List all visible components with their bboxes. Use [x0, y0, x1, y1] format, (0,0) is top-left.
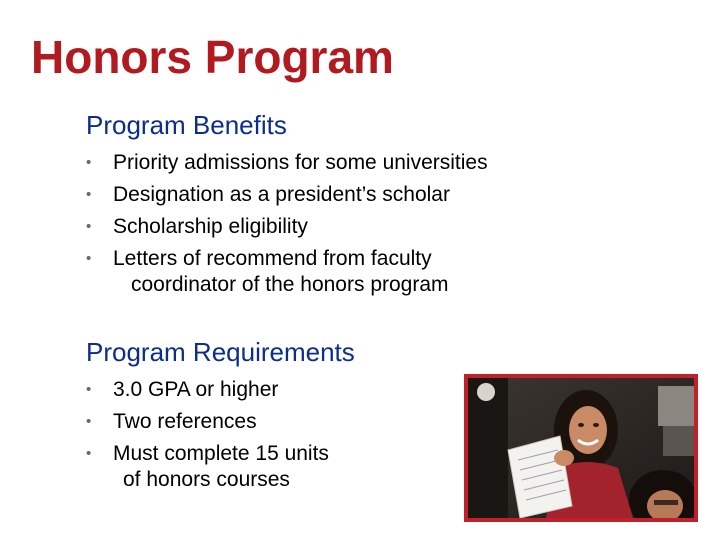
benefits-list	[86, 150, 488, 304]
list-item	[86, 409, 329, 435]
bullet-icon: •	[86, 250, 92, 267]
list-item-text: 3.0 GPA or higher	[113, 378, 279, 401]
list-item	[86, 441, 329, 493]
list-item-text: Two references	[113, 410, 257, 433]
list-item	[86, 377, 329, 403]
requirements-list	[86, 377, 329, 499]
list-item	[86, 246, 488, 298]
list-item-continuation: coordinator of the honors program	[131, 273, 449, 296]
list-item-text: Scholarship eligibility	[113, 215, 308, 238]
list-item-text: Letters of recommend from faculty	[113, 247, 432, 270]
benefits-heading: Program Benefits	[86, 110, 287, 140]
bullet-icon: •	[86, 154, 92, 171]
list-item	[86, 182, 488, 208]
list-item-text: Priority admissions for some universities	[113, 151, 488, 174]
bullet-icon: •	[86, 218, 92, 235]
requirements-heading: Program Requirements	[86, 337, 355, 367]
bullet-icon: •	[86, 186, 92, 203]
bullet-icon: •	[86, 381, 92, 398]
list-item-text: Designation as a president’s scholar	[113, 183, 450, 206]
list-item	[86, 150, 488, 176]
list-item-continuation: of honors courses	[123, 468, 290, 491]
slide-title: Honors Program	[31, 31, 394, 83]
students-photo	[464, 374, 698, 522]
bullet-icon: •	[86, 445, 92, 462]
bullet-icon: •	[86, 413, 92, 430]
list-item-text: Must complete 15 units	[113, 442, 329, 465]
list-item	[86, 214, 488, 240]
students-photo-illustration	[468, 378, 694, 518]
